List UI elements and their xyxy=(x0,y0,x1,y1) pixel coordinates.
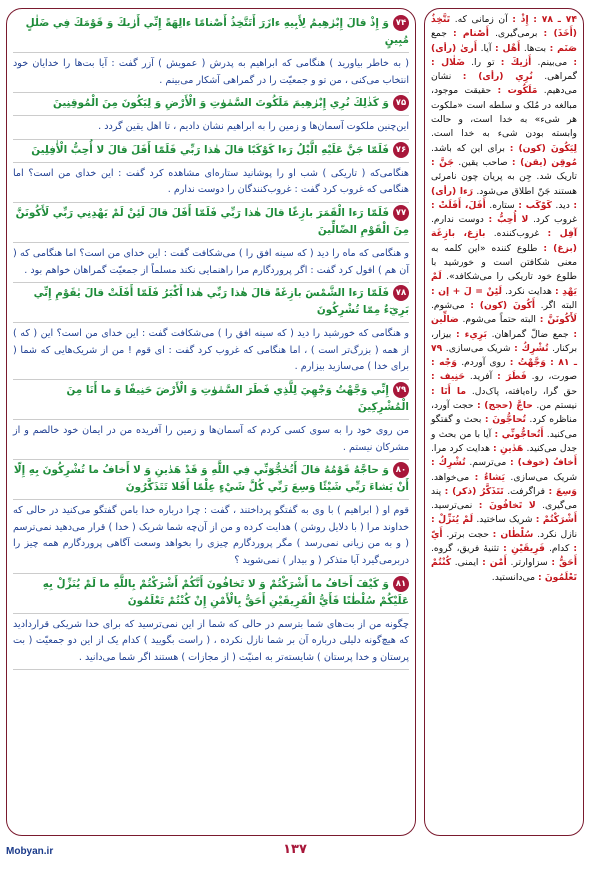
glossary-definition: فراگرفت. xyxy=(507,485,545,497)
glossary-definition: البته حتماً می‌شوم. xyxy=(462,314,536,326)
website-label[interactable]: Mobyan.ir xyxy=(6,846,54,857)
verse-arabic xyxy=(13,140,409,163)
glossary-term: تُشْرِكُ : xyxy=(514,342,549,354)
verse-arabic xyxy=(13,203,409,243)
glossary-definition: می‌خواهد. xyxy=(431,471,470,483)
glossary-definition: می‌ترسم. xyxy=(469,457,507,469)
glossary-definition: نمی‌ترسید. xyxy=(431,500,473,512)
glossary-term: لا أُحِبُّ : xyxy=(488,214,529,226)
glossary-term: أَحَقُّ : xyxy=(551,557,578,569)
verse-number-badge: ۷۹ xyxy=(393,382,409,398)
glossary-term: أَيّ : xyxy=(431,528,578,554)
glossary-term: أَرىٰ (رأى) : xyxy=(431,42,578,68)
glossary-definition: آیا. xyxy=(480,42,492,54)
glossary-term: إِذْ : xyxy=(512,14,529,25)
glossary-definition: تثنیهٔ فریق، گروه. xyxy=(431,542,500,554)
glossary-definition: دوست ندارم. xyxy=(431,214,484,226)
verse-number-badge: ۷۶ xyxy=(393,142,409,158)
verse-number-badge: ۸۱ xyxy=(393,576,409,592)
glossary-term: أَخافُ (خوف) : xyxy=(510,457,578,469)
verse-arabic xyxy=(13,460,409,500)
glossary-term: سُلْطٰان : xyxy=(492,528,534,540)
verse-arabic-text: فَلَمّا جَنَّ عَلَيْهِ الَّيْلُ رَءا كَوْكَبًا قالَ هٰذا رَبِّي فَلَمّا أَفَلَ قالَ لا أُحِبُّ الْأٰفِلِينَ xyxy=(31,143,389,156)
verse-arabic-text: وَ كَيْفَ أَخافُ ما أَشْرَكْتُمْ وَ لا تَخافُونَ أَنَّكُمْ أَشْرَكْتُمْ بِاللَّهِ ما لَمْ يُنَزِّلْ بِهِ عَلَيْكُمْ سُلْطٰنًا فَأَيُّ الْفَرِيقَيْنِ أَحَقُّ بِالْأَمْنِ إِنْ كُنْتُمْ تَعْلَمُونَ xyxy=(42,577,409,607)
glossary-term: حاجَّ (حجج) : xyxy=(476,400,533,412)
verse-translation: و هنگامی که ماه را دید ( که سینه افق را ) می‌شکافت گفت : این خدای من است؟ اما هنگامی که ( آن هم ) افول کرد گفت : اگر پروردگارم مرا راهنمایی نکند مسلماً از جمعیّت گمراهان خواهم بود . xyxy=(13,243,409,283)
glossary-definition: روی آوردم. xyxy=(461,357,506,369)
verses-panel xyxy=(6,8,416,836)
verse-arabic-text: وَ حاجَّهُ قَوْمُهُ قالَ أَتُحٰجُّوٓنِّي فِي اللَّهِ وَ قَدْ هَدٰينِ وَ لا أَخافُ ما تُشْرِكُونَ بِهِ إِلّا أَنْ يَشاءَ رَبِّي شَيْئًا وَسِعَ رَبِّي كُلَّ شَيْءٍ عِلْمًا أَفَلا تَتَذَكَّرُونَ xyxy=(13,464,409,494)
glossary-definition: برای این که باشد. xyxy=(431,142,505,154)
glossary-text xyxy=(431,13,577,585)
glossary-definition: صاحب یقین. xyxy=(458,156,508,168)
glossary-term: فَرِيقَيْنِ : xyxy=(503,542,545,554)
glossary-definition: می‌بینم. xyxy=(537,56,568,68)
glossary-term: كَوْكَب : xyxy=(518,199,552,211)
verse-translation: ( به خاطر بیاورید ) هنگامی که ابراهیم به پدرش ( عمویش ) آزر گفت : آیا بت‌ها را خدایان خود انتخاب می‌کنی ، من تو و جمعیّت را در گمراهی آشکار می‌بینم . xyxy=(13,53,409,93)
verse-translation: قوم او ( ابراهیم ) با وی به گفتگو پرداختند ، گفت : چرا درباره خدا بامن گفتگو می‌کنید در حالی که خداوند مرا ( با دلایل روشن ) هدایت کرده و من از آن‌چه شما شریک ( خدا ) قرار می‌دهید نمی‌ترسم ( و به من زیانی نمی‌رسد ) مگر پروردگارم چیزی را بخواهد وسعت آگاهی پروردگارم همه چیز را دربرمی‌گیرد آیا متذکر ( و بیدار ) نمی‌شوید ؟ xyxy=(13,500,409,573)
glossary-definition: جمع ضالّ گمراهان. xyxy=(491,328,569,340)
glossary-term: بازِغ، بازِغَة (بزغ) : xyxy=(431,228,578,254)
glossary-definition: بت‌ها. xyxy=(523,42,547,54)
glossary-definition: ستاره. xyxy=(489,199,515,211)
glossary-term: بَرِيء : xyxy=(456,328,487,340)
glossary-definition: طلوع کننده «این کلمه به معنی شکافتن است و خورشید با طلوع خود تاریکی را می‌شکافد». xyxy=(431,242,577,283)
glossary-term: أَرٰيكَ : xyxy=(500,56,532,68)
glossary-definition: می‌دانستید. xyxy=(491,571,536,583)
glossary-definition: البته اگر. xyxy=(540,299,577,311)
glossary-term: نُرِي (رأى) : xyxy=(462,71,533,83)
glossary-definition: حقیقت موجود، مبالغه در مُلک و سلطه است «ملکوت هر شیء» به خدا است، و حالت وابسته بودن شیء به خدا است. xyxy=(431,85,577,140)
glossary-term: صَنَم : xyxy=(549,42,577,54)
glossary-definition: بحث و گفتگو می‌کنید. xyxy=(431,414,578,440)
glossary-definition: گمراهی. xyxy=(544,71,577,83)
glossary-term: لَمْ يُنَزِّلْ : xyxy=(431,514,474,526)
glossary-term: وَجَّهْتُ : xyxy=(509,357,546,369)
glossary-term: أَهْل : xyxy=(495,42,521,54)
verse-arabic xyxy=(13,574,409,614)
verse-arabic-text: وَ إِذْ قالَ إِبْرٰهِيمُ لِأَبِيهِ ءازَرَ أَتَتَّخِذُ أَصْنامًا ءالِهَةً إِنِّي أَرٰيكَ وَ قَوْمَكَ فِي ضَلٰلٍ مُبِينٍ xyxy=(25,17,409,46)
glossary-term: رَءا (رأى) : xyxy=(431,185,578,211)
glossary-term: وَجْه : xyxy=(431,357,458,369)
glossary-definition: تاریک شد. جِن به پریان چون نامرئی هستند جَنّ اطلاق می‌شود. xyxy=(431,171,578,197)
glossary-definition: آن زمانی که. xyxy=(454,14,508,25)
glossary-definition: شریک می‌سازی. xyxy=(510,471,578,483)
glossary-definition: نازل نکرد. xyxy=(537,528,578,540)
verse-arabic xyxy=(13,380,409,420)
glossary-definition: شریک می‌سازی. xyxy=(445,342,511,354)
glossary-term: أَصْنام : xyxy=(452,28,489,40)
glossary-definition: سزاوارتر. xyxy=(510,557,548,569)
glossary-definition: هدایت نکرد. xyxy=(505,285,552,297)
glossary-definition: جمع xyxy=(431,28,447,40)
glossary-term: مُوقِن (يقن) : xyxy=(511,156,578,168)
glossary-term: لِيَكُونَ (كون) : xyxy=(509,142,578,154)
glossary-term: تَتَذَكَّرُ (ذكر) : xyxy=(444,485,504,497)
glossary-definition: پند می‌گیری. xyxy=(431,485,577,512)
verse-translation: هنگامی‌که ( تاریکی ) شب او را پوشانید ستاره‌ای مشاهده کرد گفت : این خدای من است؟ اما هنگامی که غروب کرد گفت : غروب‌کنندگان را دوست ندارم . xyxy=(13,163,409,203)
glossary-term: تَتَّخِذُ (أَخَذَ) : xyxy=(431,14,577,40)
glossary-term: لَئِنْ = لَ + إن : xyxy=(431,285,502,297)
glossary-verse-range: ۷۹ ـ ۸۱ : xyxy=(431,342,578,369)
glossary-definition: حجت آورد، مناظره کرد. xyxy=(431,400,577,426)
verse-translation: چگونه من از بت‌های شما بترسم در حالی که شما از این نمی‌ترسید که برای خدا شریکی قراردادید که هیچ‌گونه دلیلی درباره آن بر شما نازل نکرده ، ( راست بگویید ) کدام یک از این دو جمعیّت ( بت پرستان و خدا پرستان ) شایسته‌تر به امنیّت ( از مجازات ) هستند اگر شما می‌دانید . xyxy=(13,614,409,671)
glossary-term: آفِل : xyxy=(547,228,578,240)
glossary-term: لَأَكُونَنَّ : xyxy=(539,314,578,326)
glossary-term: أَمْن : xyxy=(482,557,507,569)
glossary-definition: برمی‌گیری. xyxy=(494,28,538,40)
glossary-panel xyxy=(424,8,584,836)
verse-arabic xyxy=(13,283,409,323)
verse-arabic-text: وَ كَذٰلِكَ نُرِي إِبْرٰهِيمَ مَلَكُوتَ السَّمٰوٰتِ وَ الْأَرْضِ وَ لِيَكُونَ مِنَ الْمُوقِنِينَ xyxy=(52,97,389,110)
glossary-term: لَمْ يَهْدِ : xyxy=(431,271,578,297)
glossary-definition: هدایت کرد مرا. xyxy=(431,442,490,454)
glossary-term: فَطَرَ : xyxy=(497,371,527,383)
glossary-term: أَكُونَ (كون) : xyxy=(470,299,536,311)
glossary-term: تُشْرِكُ : xyxy=(431,457,466,469)
glossary-definition: نیستم من. xyxy=(536,400,577,412)
glossary-column xyxy=(425,9,583,835)
verse-translation: و هنگامی که خورشید را دید ( که سینه افق را ) می‌شکافت گفت : این خدای من است؟ این ( که ) از همه ( بزرگ‌تر است ) ، اما هنگامی که غروب کرد گفت : ای قوم ! من از شریک‌هایی که شما ( برای خدا ) می‌سازید بیزارم . xyxy=(13,323,409,380)
glossary-definition: بیزار، برکنار. xyxy=(431,328,578,354)
glossary-term: أَفَلَ، أَفَلَتْ : xyxy=(431,199,486,211)
verse-number-badge: ۷۸ xyxy=(393,285,409,301)
glossary-definition: ایمنی. xyxy=(454,557,479,569)
verse-number-badge: ۷۵ xyxy=(393,95,409,111)
glossary-definition: شریک ساختید. xyxy=(476,514,533,526)
verse-arabic-text: فَلَمّا رَءا الشَّمْسَ بازِغَةً قالَ هٰذا رَبِّي هٰذا أَكْبَرُ فَلَمّا أَفَلَتْ قالَ يٰقَوْمِ إِنِّي بَرِيٓءٌ مِمّا تُشْرِكُونَ xyxy=(33,287,409,317)
glossary-term: أَتُحاجُّونِّي : xyxy=(494,428,544,440)
page-number: ۱۳۷ xyxy=(283,842,307,857)
verse-number-badge: ۷۷ xyxy=(393,205,409,221)
glossary-definition: حق گرا، راه‌یافته، پاک‌دل. xyxy=(471,385,578,397)
verse-arabic xyxy=(13,93,409,116)
glossary-term: كُنْتُمْ تَعْلَمُونَ : xyxy=(431,557,577,583)
glossary-definition: کدام. xyxy=(548,542,570,554)
glossary-definition: نشان می‌دهیم. xyxy=(431,71,578,97)
glossary-definition: می‌شوم. xyxy=(431,299,465,311)
glossary-definition: غروب‌کننده. xyxy=(493,228,540,240)
glossary-term: ضالِّين : xyxy=(431,314,577,340)
glossary-term: مَلَكُوت : xyxy=(497,85,538,97)
verse-translation: این‌چنین ملکوت آسمان‌ها و زمین را به ابراهیم نشان دادیم ، تا اهل یقین گردد . xyxy=(13,116,409,140)
verse-translation: من روی خود را به سوی کسی کردم که آسمان‌ها و زمین را آفریده من در ایمان خود خالصم و از مشرکان نیستم . xyxy=(13,420,409,460)
glossary-definition: صورت، رو. xyxy=(531,371,577,383)
glossary-definition: غروب کرد. xyxy=(532,214,578,226)
glossary-term: تُحاجُّونَ : xyxy=(484,414,526,426)
glossary-term: جَنَّ : xyxy=(431,156,455,168)
verses-column xyxy=(7,9,415,835)
verse-arabic-text: فَلَمّا رَءا الْقَمَرَ بازِغًا قالَ هٰذا رَبِّي فَلَمّا أَفَلَ قالَ لَئِنْ لَمْ يَهْدِنِي رَبِّي لَأَكُونَنَّ مِنَ الْقَوْمِ الضّالِّينَ xyxy=(15,206,409,236)
glossary-term: ما أَنَا : xyxy=(431,385,467,397)
glossary-definition: حجت برتر. xyxy=(446,528,489,540)
glossary-term: هَدٰينِ : xyxy=(493,442,524,454)
glossary-term: لا تَخافُونَ : xyxy=(478,500,536,512)
glossary-definition: تو را. xyxy=(471,56,495,68)
glossary-term: أَشْرَكْتُمْ : xyxy=(535,514,578,526)
glossary-definition: دید. xyxy=(555,199,570,211)
verse-arabic xyxy=(13,13,409,53)
glossary-term: وَسِعَ : xyxy=(548,485,577,497)
glossary-term: ضَلٰال : xyxy=(431,56,465,68)
glossary-definition: آیا با من بحث و جدل می‌کنید. xyxy=(431,428,578,454)
verse-arabic-text: إِنِّي وَجَّهْتُ وَجْهِيَ لِلَّذِي فَطَرَ السَّمٰوٰتِ وَ الْأَرْضَ حَنِيفًا وَ ما أَنَا مِنَ الْمُشْرِكِينَ xyxy=(66,383,409,413)
glossary-term: يَشاءُ : xyxy=(474,471,505,483)
verse-number-badge: ۸۰ xyxy=(393,462,409,478)
verse-number-badge: ۷۴ xyxy=(393,15,409,31)
glossary-verse-range: ۷۴ ـ ۷۸ : xyxy=(533,14,578,25)
glossary-definition: آفرید. xyxy=(469,371,493,383)
glossary-term: حَنِيف : xyxy=(431,371,465,383)
